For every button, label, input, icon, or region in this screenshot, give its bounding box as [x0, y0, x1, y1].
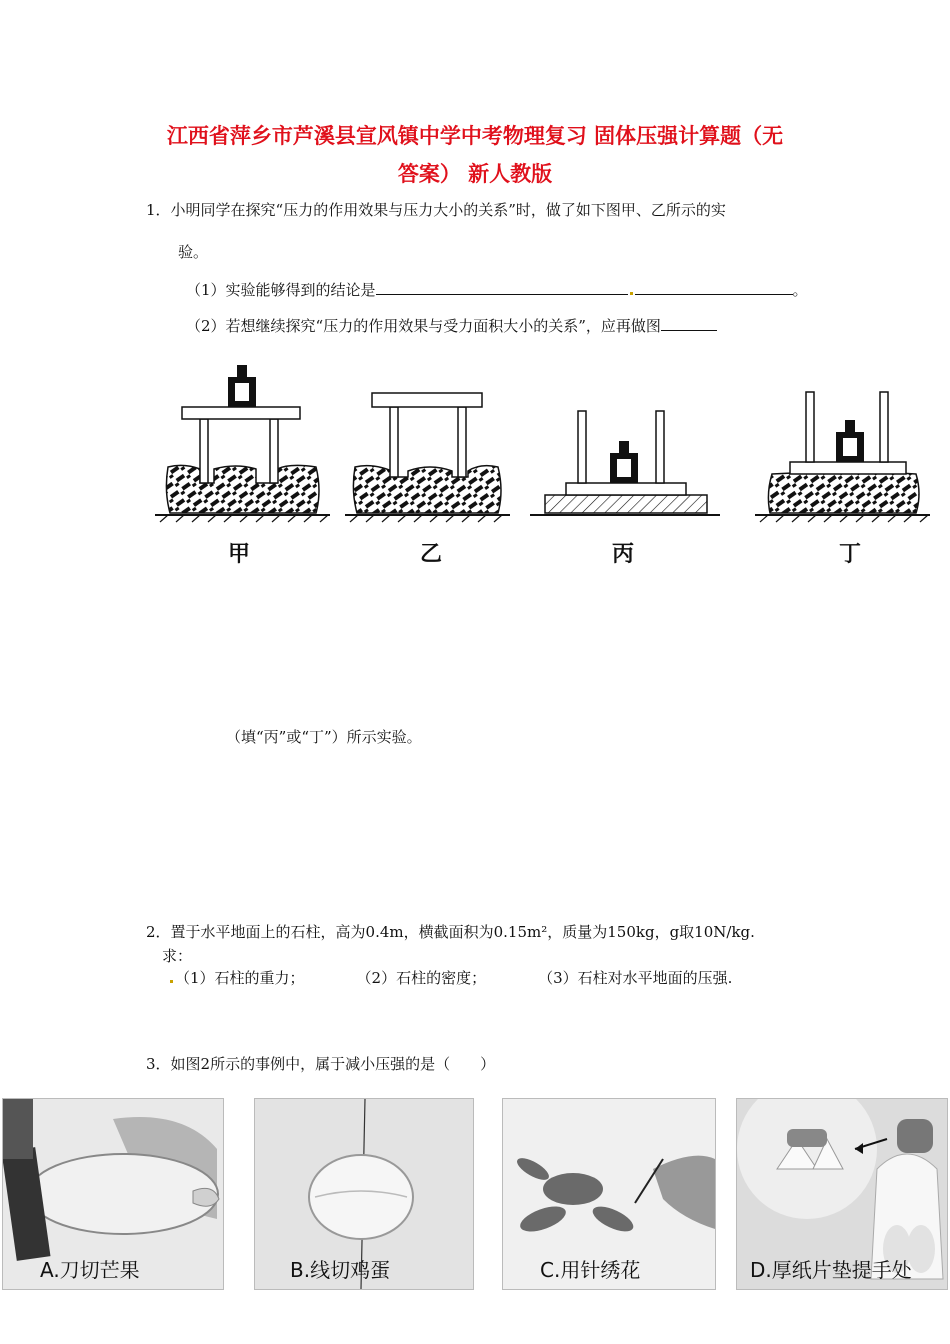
- q2-marker: [170, 980, 173, 983]
- q2-sub2: （2）石柱的密度；: [356, 969, 487, 987]
- q1-answer-blank-a[interactable]: [376, 278, 628, 295]
- caption-c: C.用针绣花: [540, 1258, 641, 1282]
- figure-jia: [155, 365, 330, 522]
- q2-sub-items: [168, 967, 732, 989]
- figure-label-yi: 乙: [419, 542, 442, 567]
- q2-sub1: （1）石柱的重力；: [175, 969, 305, 987]
- q2-text-line1: 2．置于水平地面上的石柱，高为0.4m，横截面积为0.15m²，质量为150kg，g取10N/kg.: [146, 923, 755, 941]
- q1-answer-blank-b[interactable]: [635, 278, 793, 295]
- figure-yi: [345, 393, 510, 522]
- figure-label-jia: 甲: [227, 542, 250, 567]
- caption-a: A.刀切芒果: [40, 1258, 140, 1282]
- q1-text-line1: 1．小明同学在探究“压力的作用效果与压力大小的关系”时，做了如下图甲、乙所示的实: [146, 201, 726, 219]
- q3-text: 3．如图2所示的事例中，属于减小压强的是（ ）: [146, 1055, 496, 1073]
- q1-text-line2: 验。: [178, 243, 209, 261]
- q1-part1-label: （1）实验能够得到的结论是: [186, 281, 376, 299]
- figure-bing: [530, 411, 720, 515]
- q1-part2-blank[interactable]: [661, 314, 717, 331]
- caption-d: D.厚纸片垫提手处: [750, 1258, 912, 1282]
- q1-fill-instruction: （填“丙”或“丁”）所示实验。: [226, 728, 422, 746]
- caption-b: B.线切鸡蛋: [290, 1258, 391, 1282]
- q1-part1: [186, 278, 808, 301]
- figure-label-bing: 丙: [611, 542, 634, 567]
- figure-label-ding: 丁: [838, 542, 861, 567]
- doc-title-line2: 答案） 新人教版: [397, 162, 553, 186]
- q2-sub3: （3）石柱对水平地面的压强.: [538, 969, 733, 987]
- q1-part2: [186, 314, 717, 337]
- q1-part1-end: 。: [792, 281, 808, 299]
- q2-text-line2: 求：: [162, 947, 193, 965]
- q1-blank-marker: [630, 292, 633, 295]
- q1-part2-label: （2）若想继续探究“压力的作用效果与受力面积大小的关系”，应再做图: [186, 317, 661, 335]
- doc-title-line1: 江西省萍乡市芦溪县宣风镇中学中考物理复习 固体压强计算题（无: [166, 124, 784, 148]
